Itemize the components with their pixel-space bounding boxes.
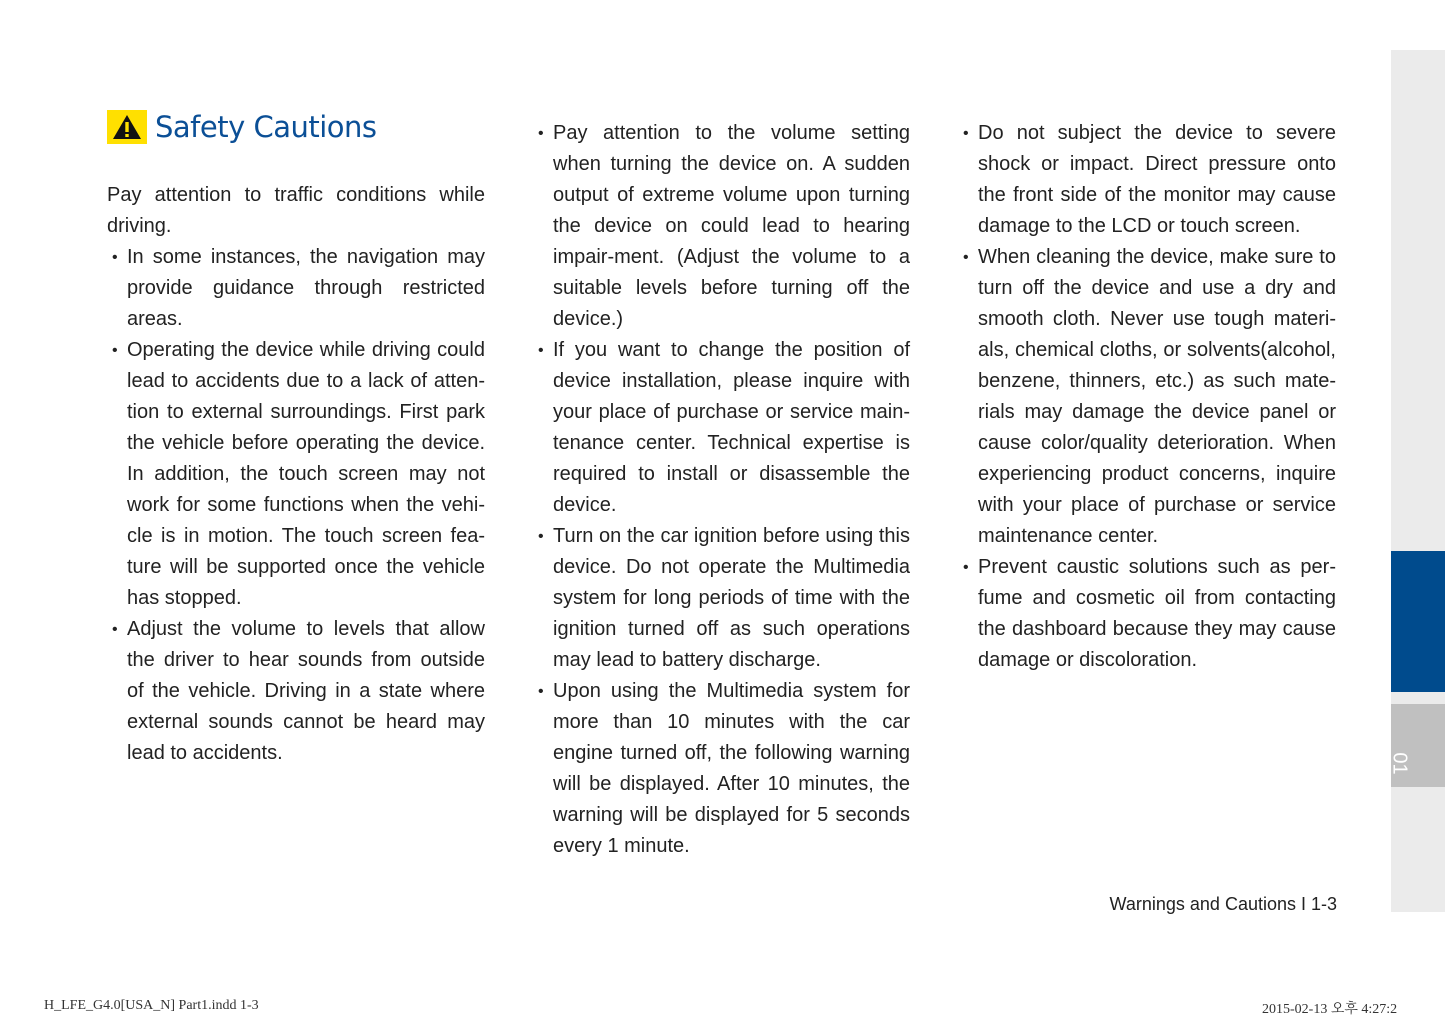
list-item: • Upon using the Multimedia system for more than 10 minutes with the car engine turned off, the following warning will be displayed. After 10 minutes, the warning will be displayed for 5 seconds every 1 minute.: [538, 676, 910, 862]
side-tab-active: [1391, 551, 1445, 692]
list-item: • In some instances, the navigation may provide guidance through restricted areas.: [107, 242, 485, 335]
print-slug-left: H_LFE_G4.0[USA_N] Part1.indd 1-3: [44, 998, 259, 1013]
list-item: • Turn on the car ignition before using this device. Do not operate the Multimedia system for long periods of time with the ignition turned off as such operations may lead to battery discharge.: [538, 521, 910, 676]
chapter-number: 01: [1388, 752, 1411, 775]
intro-text: Pay attention to traffic conditions while driving.: [107, 184, 485, 237]
list-item: • Pay attention to the volume setting when turning the device on. A sudden output of extreme volume upon turning the device on could lead to hearing impair-ment. (Adjust the volume to a suitable levels before turning off the device.): [538, 118, 910, 335]
list-item: • If you want to change the position of device installation, please inquire with your place of purchase or service main-tenance center. Technical expertise is required to install or disassemble the device.: [538, 335, 910, 521]
print-slug-right: 2015-02-13 오후 4:27:2: [1262, 1002, 1398, 1017]
page-title: Safety Cautions: [155, 110, 377, 144]
column-2: [538, 118, 910, 862]
section-heading: [107, 110, 377, 144]
page-footer: Warnings and Cautions I 1-3: [1109, 894, 1337, 914]
list-item: • Operating the device while driving could lead to accidents due to a lack of atten-tion to external surroundings. First park the vehicle before operating the device. In addition, the touch screen may not work for some functions when the vehi-cle is in motion. The touch screen fea-ture will be supported once the vehicle has stopped.: [107, 335, 485, 614]
column-3: [963, 118, 1336, 676]
list-item: • Adjust the volume to levels that allow the driver to hear sounds from outside of the vehicle. Driving in a state where external sounds cannot be heard may lead to accidents.: [107, 614, 485, 769]
warning-triangle-icon: [107, 110, 147, 144]
list-item: • Do not subject the device to severe shock or impact. Direct pressure onto the front side of the monitor may cause damage to the LCD or touch screen.: [963, 118, 1336, 242]
list-item: • Prevent caustic solutions such as per-fume and cosmetic oil from contacting the dashboard because they may cause damage or discoloration.: [963, 552, 1336, 676]
column-1: [107, 180, 485, 769]
list-item: • When cleaning the device, make sure to turn off the device and use a dry and smooth cloth. Never use tough materi-als, chemical cloths, or solvents(alcohol, benzene, thinners, etc.) as such mate-rials may damage the device panel or cause color/quality deterioration. When experiencing product concerns, inquire with your place of purchase or service maintenance center.: [963, 242, 1336, 552]
